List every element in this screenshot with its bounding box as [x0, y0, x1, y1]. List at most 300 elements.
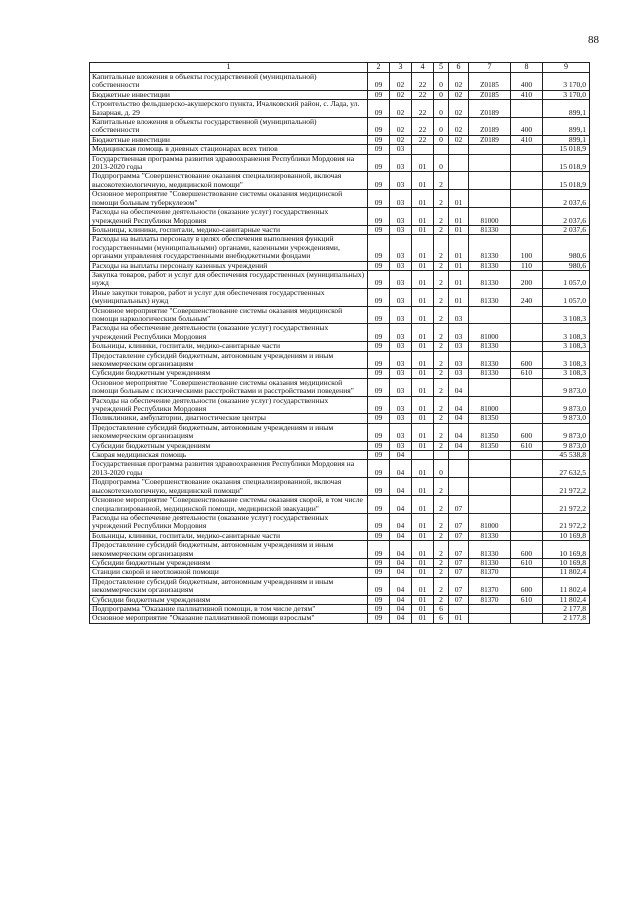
- row-name: Основное мероприятие "Оказание паллиативной помощи взрослым": [90, 614, 368, 623]
- table-row: [90, 451, 590, 460]
- table-row: [90, 225, 590, 234]
- code-cell: 09: [368, 154, 390, 172]
- target-code-cell: Z0189: [469, 118, 511, 136]
- code-cell: 02: [390, 73, 412, 91]
- header-cell: 8: [511, 63, 543, 73]
- row-name: Больницы, клиники, госпитали, медико-санитарные части: [90, 225, 368, 234]
- code-cell: 03: [390, 306, 412, 324]
- amount-cell: 899,1: [543, 100, 590, 118]
- target-code-cell: Z0185: [469, 90, 511, 99]
- code-cell: 07: [449, 513, 469, 531]
- header-cell: 4: [412, 63, 434, 73]
- expense-type-cell: [511, 172, 543, 190]
- table-row: [90, 306, 590, 324]
- amount-cell: 9 873,0: [543, 378, 590, 396]
- code-cell: 2: [434, 414, 449, 423]
- code-cell: 09: [368, 261, 390, 270]
- amount-cell: 3 108,3: [543, 369, 590, 378]
- code-cell: 02: [449, 90, 469, 99]
- code-cell: 04: [449, 396, 469, 414]
- code-cell: 01: [412, 604, 434, 613]
- row-name: Основное мероприятие "Совершенствование системы оказания медицинской помощи больным с психическими расстройствами и расстройствами поведения": [90, 378, 368, 396]
- expense-type-cell: 400: [511, 73, 543, 91]
- code-cell: 09: [368, 614, 390, 623]
- code-cell: 2: [434, 270, 449, 288]
- code-cell: 04: [390, 595, 412, 604]
- code-cell: 04: [449, 378, 469, 396]
- amount-cell: 11 802,4: [543, 595, 590, 604]
- expense-type-cell: [511, 414, 543, 423]
- amount-cell: 2 037,6: [543, 208, 590, 226]
- code-cell: 01: [449, 208, 469, 226]
- target-code-cell: [469, 190, 511, 208]
- code-cell: 6: [434, 614, 449, 623]
- code-cell: 09: [368, 369, 390, 378]
- code-cell: 03: [390, 225, 412, 234]
- table-row: [90, 513, 590, 531]
- code-cell: 09: [368, 451, 390, 460]
- row-name: Субсидии бюджетным учреждениям: [90, 369, 368, 378]
- target-code-cell: 81370: [469, 577, 511, 595]
- code-cell: 01: [412, 378, 434, 396]
- code-cell: 03: [390, 414, 412, 423]
- row-name: Предоставление субсидий бюджетным, автономным учреждениям и иным некоммерческим организациям: [90, 577, 368, 595]
- target-code-cell: [469, 496, 511, 514]
- amount-cell: 27 632,5: [543, 460, 590, 478]
- row-name: Капитальные вложения в объекты государственной (муниципальной) собственности: [90, 73, 368, 91]
- header-cell: 7: [469, 63, 511, 73]
- code-cell: 03: [390, 190, 412, 208]
- amount-cell: 9 873,0: [543, 414, 590, 423]
- target-code-cell: [469, 154, 511, 172]
- code-cell: 2: [434, 513, 449, 531]
- amount-cell: 3 170,0: [543, 73, 590, 91]
- target-code-cell: [469, 378, 511, 396]
- code-cell: 01: [412, 414, 434, 423]
- target-code-cell: 81000: [469, 324, 511, 342]
- code-cell: 2: [434, 369, 449, 378]
- table-row: [90, 342, 590, 351]
- row-name: Основное мероприятие "Совершенствование системы оказания медицинской помощи больным туберкулезом": [90, 190, 368, 208]
- code-cell: 2: [434, 261, 449, 270]
- target-code-cell: 81370: [469, 595, 511, 604]
- target-code-cell: 81330: [469, 261, 511, 270]
- row-name: Станции скорой и неотложной помощи: [90, 568, 368, 577]
- code-cell: 2: [434, 441, 449, 450]
- code-cell: 02: [449, 135, 469, 144]
- table-row: [90, 208, 590, 226]
- code-cell: [449, 478, 469, 496]
- table-row: [90, 270, 590, 288]
- row-name: Предоставление субсидий бюджетным, автономным учреждениям и иным некоммерческим организациям: [90, 351, 368, 369]
- row-name: Основное мероприятие "Совершенствование системы оказания скорой, в том числе специализированной, медицинской помощи, медицинской эвакуации": [90, 496, 368, 514]
- code-cell: 01: [412, 614, 434, 623]
- expense-type-cell: [511, 568, 543, 577]
- amount-cell: 15 018,9: [543, 145, 590, 154]
- row-name: Скорая медицинская помощь: [90, 451, 368, 460]
- code-cell: 04: [390, 568, 412, 577]
- code-cell: 04: [390, 614, 412, 623]
- code-cell: 07: [449, 541, 469, 559]
- amount-cell: 2 037,6: [543, 225, 590, 234]
- header-cell: 6: [449, 63, 469, 73]
- table-row: [90, 135, 590, 144]
- header-cell: 1: [90, 63, 368, 73]
- code-cell: 09: [368, 351, 390, 369]
- code-cell: 04: [390, 451, 412, 460]
- row-name: Расходы на обеспечение деятельности (оказание услуг) государственных учреждений Республики Мордовия: [90, 513, 368, 531]
- expense-type-cell: [511, 208, 543, 226]
- expense-type-cell: 610: [511, 595, 543, 604]
- target-code-cell: 81350: [469, 423, 511, 441]
- code-cell: 09: [368, 190, 390, 208]
- code-cell: 03: [449, 369, 469, 378]
- expense-type-cell: [511, 513, 543, 531]
- code-cell: [449, 154, 469, 172]
- expense-type-cell: [511, 100, 543, 118]
- code-cell: 02: [449, 100, 469, 118]
- code-cell: 09: [368, 595, 390, 604]
- expense-type-cell: [511, 324, 543, 342]
- table-row: [90, 595, 590, 604]
- code-cell: 07: [449, 568, 469, 577]
- code-cell: 2: [434, 396, 449, 414]
- code-cell: 22: [412, 135, 434, 144]
- expense-type-cell: [511, 396, 543, 414]
- table-row: [90, 460, 590, 478]
- code-cell: 03: [390, 145, 412, 154]
- code-cell: 02: [390, 90, 412, 99]
- expense-type-cell: [511, 460, 543, 478]
- amount-cell: 10 169,8: [543, 531, 590, 540]
- target-code-cell: 81330: [469, 235, 511, 261]
- code-cell: 09: [368, 577, 390, 595]
- code-cell: 22: [412, 73, 434, 91]
- table-row: [90, 172, 590, 190]
- amount-cell: 1 057,0: [543, 270, 590, 288]
- code-cell: 02: [449, 73, 469, 91]
- code-cell: 01: [412, 568, 434, 577]
- expense-type-cell: [511, 451, 543, 460]
- code-cell: [449, 172, 469, 190]
- amount-cell: 1 057,0: [543, 288, 590, 306]
- code-cell: 2: [434, 478, 449, 496]
- code-cell: 07: [449, 558, 469, 567]
- target-code-cell: Z0185: [469, 73, 511, 91]
- table-row: [90, 154, 590, 172]
- code-cell: 2: [434, 531, 449, 540]
- code-cell: [449, 451, 469, 460]
- code-cell: 09: [368, 568, 390, 577]
- table-row: [90, 235, 590, 261]
- expense-type-cell: [511, 154, 543, 172]
- expense-type-cell: 200: [511, 270, 543, 288]
- code-cell: 2: [434, 595, 449, 604]
- table-row: [90, 145, 590, 154]
- code-cell: 03: [390, 441, 412, 450]
- code-cell: 2: [434, 306, 449, 324]
- table-row: [90, 288, 590, 306]
- code-cell: 03: [449, 324, 469, 342]
- page-number: 88: [588, 34, 599, 46]
- row-name: Расходы на обеспечение деятельности (оказание услуг) государственных учреждений Республики Мордовия: [90, 324, 368, 342]
- target-code-cell: 81330: [469, 351, 511, 369]
- row-name: Расходы на обеспечение деятельности (оказание услуг) государственных учреждений Республики Мордовия: [90, 208, 368, 226]
- code-cell: 01: [449, 225, 469, 234]
- target-code-cell: 81330: [469, 558, 511, 567]
- table-row: [90, 378, 590, 396]
- code-cell: 01: [412, 342, 434, 351]
- table-row: [90, 604, 590, 613]
- code-cell: 04: [390, 513, 412, 531]
- code-cell: 03: [390, 396, 412, 414]
- code-cell: 01: [412, 496, 434, 514]
- code-cell: 01: [412, 288, 434, 306]
- amount-cell: 15 018,9: [543, 172, 590, 190]
- code-cell: 07: [449, 595, 469, 604]
- row-name: Подпрограмма "Совершенствование оказания специализированной, включая высокотехнологичную, медицинской помощи": [90, 478, 368, 496]
- code-cell: 04: [390, 496, 412, 514]
- code-cell: 2: [434, 423, 449, 441]
- code-cell: 03: [449, 342, 469, 351]
- target-code-cell: 81350: [469, 414, 511, 423]
- code-cell: 09: [368, 235, 390, 261]
- code-cell: 03: [390, 208, 412, 226]
- table-row: [90, 478, 590, 496]
- row-name: Больницы, клиники, госпитали, медико-санитарные части: [90, 531, 368, 540]
- expense-type-cell: 600: [511, 541, 543, 559]
- code-cell: 2: [434, 541, 449, 559]
- table-row: [90, 423, 590, 441]
- code-cell: 04: [390, 478, 412, 496]
- table-row: [90, 324, 590, 342]
- code-cell: 01: [412, 306, 434, 324]
- code-cell: 2: [434, 378, 449, 396]
- code-cell: 0: [434, 90, 449, 99]
- table-row: [90, 369, 590, 378]
- code-cell: [449, 145, 469, 154]
- expense-type-cell: 410: [511, 135, 543, 144]
- code-cell: 09: [368, 100, 390, 118]
- row-name: Подпрограмма "Совершенствование оказания специализированной, включая высокотехнологичную, медицинской помощи": [90, 172, 368, 190]
- target-code-cell: 81330: [469, 531, 511, 540]
- target-code-cell: 81330: [469, 369, 511, 378]
- expense-type-cell: [511, 225, 543, 234]
- row-name: Иные закупки товаров, работ и услуг для обеспечения государственных (муниципальных) нужд: [90, 288, 368, 306]
- code-cell: 01: [412, 558, 434, 567]
- row-name: Поликлиники, амбулатории, диагностические центры: [90, 414, 368, 423]
- table-row: [90, 496, 590, 514]
- code-cell: 01: [412, 351, 434, 369]
- code-cell: 01: [449, 235, 469, 261]
- code-cell: 2: [434, 172, 449, 190]
- header-row: [90, 63, 590, 73]
- code-cell: 03: [390, 342, 412, 351]
- target-code-cell: 81000: [469, 513, 511, 531]
- expense-type-cell: [511, 478, 543, 496]
- row-name: Медицинская помощь в дневных стационарах всех типов: [90, 145, 368, 154]
- code-cell: 01: [412, 172, 434, 190]
- expense-type-cell: 600: [511, 423, 543, 441]
- expense-type-cell: 110: [511, 261, 543, 270]
- code-cell: 01: [412, 190, 434, 208]
- code-cell: 09: [368, 270, 390, 288]
- code-cell: 04: [449, 441, 469, 450]
- expense-type-cell: 610: [511, 369, 543, 378]
- code-cell: 03: [390, 288, 412, 306]
- code-cell: 09: [368, 541, 390, 559]
- table-row: [90, 351, 590, 369]
- code-cell: 07: [449, 531, 469, 540]
- code-cell: 01: [412, 478, 434, 496]
- code-cell: 2: [434, 496, 449, 514]
- target-code-cell: 81350: [469, 441, 511, 450]
- amount-cell: 899,1: [543, 135, 590, 144]
- code-cell: 03: [390, 270, 412, 288]
- expense-type-cell: 240: [511, 288, 543, 306]
- table-row: [90, 568, 590, 577]
- expense-type-cell: 600: [511, 577, 543, 595]
- code-cell: 04: [449, 414, 469, 423]
- expense-type-cell: [511, 604, 543, 613]
- code-cell: 04: [390, 541, 412, 559]
- table-row: [90, 614, 590, 623]
- amount-cell: 10 169,8: [543, 541, 590, 559]
- code-cell: 01: [412, 225, 434, 234]
- code-cell: 02: [449, 118, 469, 136]
- code-cell: 09: [368, 531, 390, 540]
- table-row: [90, 100, 590, 118]
- code-cell: 2: [434, 208, 449, 226]
- row-name: Строительство фельдшерско-акушерского пункта, Ичалковский район, с. Лада, ул. Базарная, д. 29: [90, 100, 368, 118]
- code-cell: 03: [390, 172, 412, 190]
- expense-type-cell: [511, 342, 543, 351]
- target-code-cell: Z0189: [469, 100, 511, 118]
- code-cell: 09: [368, 558, 390, 567]
- target-code-cell: 81330: [469, 288, 511, 306]
- code-cell: 09: [368, 604, 390, 613]
- amount-cell: 21 972,2: [543, 478, 590, 496]
- code-cell: 02: [390, 118, 412, 136]
- expense-type-cell: [511, 190, 543, 208]
- code-cell: 03: [390, 423, 412, 441]
- amount-cell: 980,6: [543, 261, 590, 270]
- code-cell: 01: [449, 614, 469, 623]
- code-cell: 07: [449, 496, 469, 514]
- code-cell: 09: [368, 414, 390, 423]
- row-name: Бюджетные инвестиции: [90, 90, 368, 99]
- code-cell: 03: [449, 351, 469, 369]
- code-cell: 04: [390, 460, 412, 478]
- target-code-cell: [469, 478, 511, 496]
- expense-type-cell: [511, 145, 543, 154]
- row-name: Государственная программа развития здравоохранения Республики Мордовия на 2013-2020 годы: [90, 154, 368, 172]
- code-cell: 03: [390, 369, 412, 378]
- amount-cell: 9 873,0: [543, 423, 590, 441]
- header-cell: 5: [434, 63, 449, 73]
- target-code-cell: [469, 460, 511, 478]
- amount-cell: 3 108,3: [543, 324, 590, 342]
- code-cell: 01: [412, 270, 434, 288]
- amount-cell: 2 177,8: [543, 604, 590, 613]
- header-cell: 9: [543, 63, 590, 73]
- row-name: Бюджетные инвестиции: [90, 135, 368, 144]
- code-cell: 09: [368, 378, 390, 396]
- table-row: [90, 73, 590, 91]
- expense-type-cell: [511, 496, 543, 514]
- expense-type-cell: 600: [511, 351, 543, 369]
- amount-cell: 9 873,0: [543, 396, 590, 414]
- code-cell: 0: [434, 154, 449, 172]
- target-code-cell: 81370: [469, 568, 511, 577]
- code-cell: 09: [368, 288, 390, 306]
- row-name: Субсидии бюджетным учреждениям: [90, 441, 368, 450]
- expense-type-cell: 610: [511, 558, 543, 567]
- amount-cell: 2 177,8: [543, 614, 590, 623]
- target-code-cell: [469, 451, 511, 460]
- code-cell: 03: [390, 378, 412, 396]
- target-code-cell: 81330: [469, 541, 511, 559]
- code-cell: 2: [434, 190, 449, 208]
- code-cell: 2: [434, 351, 449, 369]
- code-cell: 0: [434, 135, 449, 144]
- code-cell: 09: [368, 513, 390, 531]
- table-row: [90, 118, 590, 136]
- code-cell: 01: [412, 577, 434, 595]
- code-cell: 01: [412, 460, 434, 478]
- code-cell: [434, 451, 449, 460]
- target-code-cell: [469, 306, 511, 324]
- code-cell: 2: [434, 235, 449, 261]
- code-cell: 2: [434, 558, 449, 567]
- code-cell: 01: [412, 541, 434, 559]
- code-cell: 22: [412, 118, 434, 136]
- code-cell: 01: [412, 208, 434, 226]
- code-cell: 09: [368, 118, 390, 136]
- code-cell: [412, 145, 434, 154]
- target-code-cell: [469, 604, 511, 613]
- table-body: [90, 73, 590, 624]
- code-cell: 2: [434, 342, 449, 351]
- amount-cell: 11 802,4: [543, 577, 590, 595]
- code-cell: 01: [412, 154, 434, 172]
- code-cell: 09: [368, 306, 390, 324]
- target-code-cell: [469, 172, 511, 190]
- amount-cell: 21 972,2: [543, 496, 590, 514]
- row-name: Предоставление субсидий бюджетным, автономным учреждениям и иным некоммерческим организациям: [90, 423, 368, 441]
- code-cell: 6: [434, 604, 449, 613]
- code-cell: 03: [390, 154, 412, 172]
- expense-type-cell: 400: [511, 118, 543, 136]
- code-cell: 03: [390, 324, 412, 342]
- code-cell: 01: [449, 270, 469, 288]
- code-cell: 02: [390, 100, 412, 118]
- code-cell: 09: [368, 90, 390, 99]
- row-name: Расходы на выплаты персоналу в целях обеспечения выполнения функций государственными (муниципальными) органами, казенными учреждениями, органами управления государственными внебюджетными фондами: [90, 235, 368, 261]
- row-name: Основное мероприятие "Совершенствование системы оказания медицинской помощи наркологическим больным": [90, 306, 368, 324]
- header-cell: 2: [368, 63, 390, 73]
- amount-cell: 9 873,0: [543, 441, 590, 450]
- code-cell: 09: [368, 423, 390, 441]
- code-cell: 0: [434, 73, 449, 91]
- code-cell: [449, 460, 469, 478]
- code-cell: 03: [390, 235, 412, 261]
- row-name: Субсидии бюджетным учреждениям: [90, 558, 368, 567]
- code-cell: 09: [368, 225, 390, 234]
- table-row: [90, 441, 590, 450]
- amount-cell: 3 170,0: [543, 90, 590, 99]
- amount-cell: 15 018,9: [543, 154, 590, 172]
